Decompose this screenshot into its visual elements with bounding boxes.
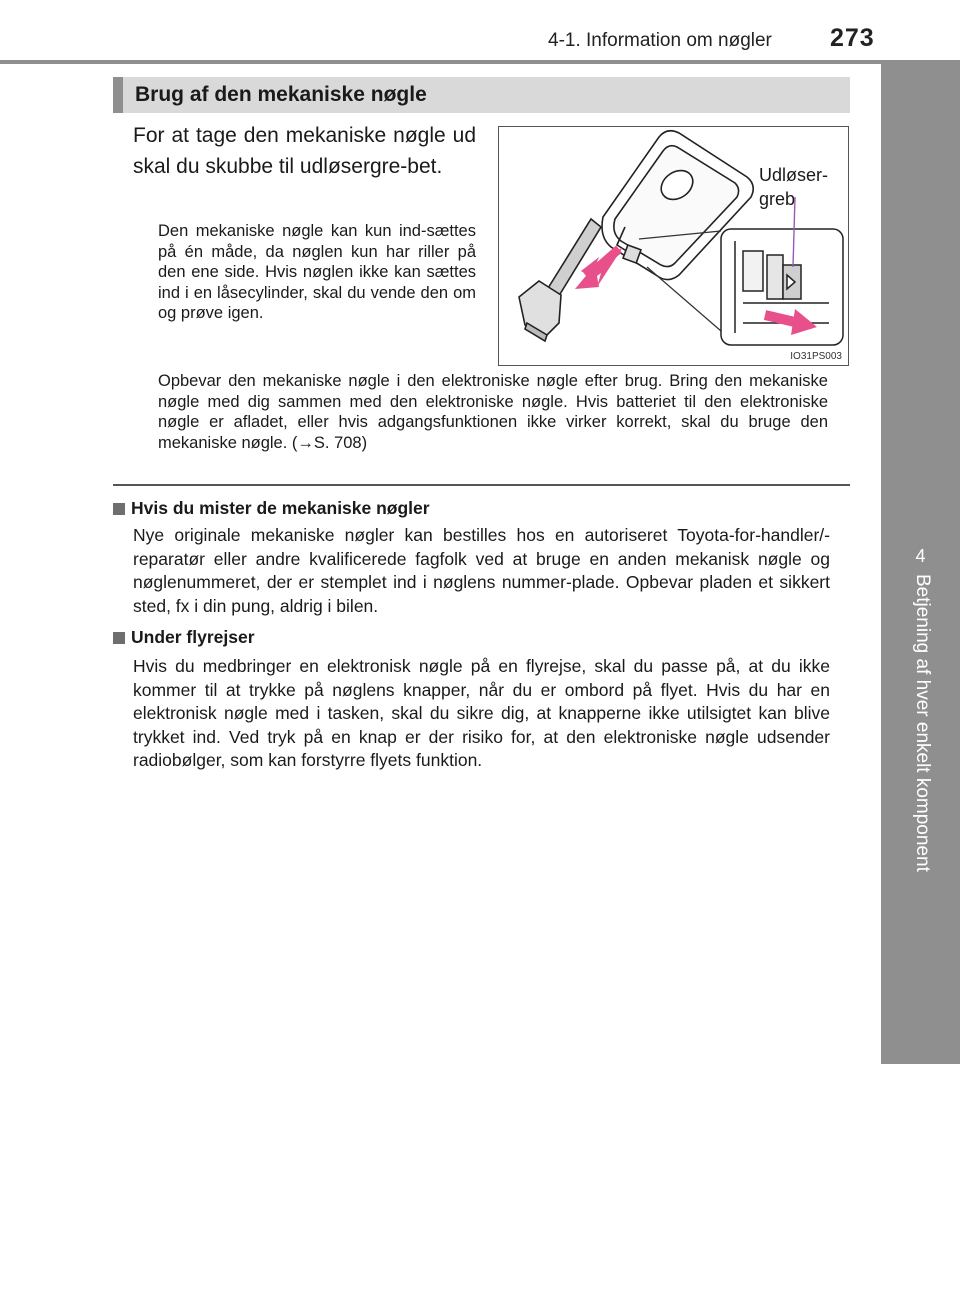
subsection-title: Under flyrejser: [131, 627, 255, 647]
square-bullet-icon: [113, 632, 125, 644]
section-divider: [113, 484, 850, 486]
release-lever-label-line1: Udløser-: [759, 165, 829, 185]
chapter-side-tab: [881, 64, 960, 1064]
subsection-text-flights: Hvis du medbringer en elektronisk nøgle på en flyrejse, skal du passe på, at du ikke kommer til at trykke på nøglens knapper, når du er ombord på flyet. Hvis du har en elektronisk nøgle med i tasken, skal du sikre dig, at knapperne ikke utilsigtet kan blive trykket ind. Ved tryk på en knap er der risiko for, at den elektroniske nøgle udsender radiobølger, som kan forstyrre flyets funktion.: [133, 656, 830, 770]
side-tab-chapter-title: Betjening af hver enkelt komponent: [912, 574, 933, 872]
note-paragraph-2: Opbevar den mekaniske nøgle i den elektroniske nøgle efter brug. Bring den mekaniske nøgle med dig sammen med den elektroniske nøgle. Hvis batteriet til den elektroniske nøgle er afladet, eller hvis adgangsfunktionen ikke virker korrekt, skal du bruge den mekaniske nøgle. (→S. 708): [158, 372, 828, 452]
subsection-heading-flights: [113, 627, 255, 648]
section-title: [113, 77, 850, 113]
subsection-text-lost-keys: Nye originale mekaniske nøgler kan bestilles hos en autoriseret Toyota-for-handler/-reparatør eller andre kvalificerede fagfolk ved at bruge en anden mekanisk nøgle og nøglenummeret, der er stemplet ind i nøglens nummer-plade. Opbevar pladen et sikkert sted, fx i din pung, aldrig i bilen.: [133, 525, 830, 616]
header-rule: [0, 60, 960, 64]
subsection-heading-lost-keys: [113, 498, 430, 519]
note-paragraph-1: Den mekaniske nøgle kan kun ind-sættes på én måde, da nøglen kun har riller på den ene side. Hvis nøglen ikke kan sættes ind i en låsecylinder, skal du vende den om og prøve igen.: [158, 222, 476, 322]
square-bullet-icon: [113, 503, 125, 515]
key-illustration: [498, 126, 849, 366]
running-header-section: 4-1. Information om nøgler: [548, 30, 772, 51]
figure-code: IO31PS003: [790, 351, 842, 362]
page-number: 273: [830, 24, 875, 52]
release-lever-label-line2: greb: [759, 189, 796, 209]
release-lever-label: [759, 163, 828, 211]
side-tab-chapter-number: 4: [915, 546, 926, 566]
intro-paragraph: For at tage den mekaniske nøgle ud skal du skubbe til udløsergre-bet.: [133, 124, 476, 178]
subsection-title: Hvis du mister de mekaniske nøgler: [131, 498, 430, 518]
section-title-text: Brug af den mekaniske nøgle: [135, 83, 427, 106]
release-lever-detail: [721, 229, 843, 345]
